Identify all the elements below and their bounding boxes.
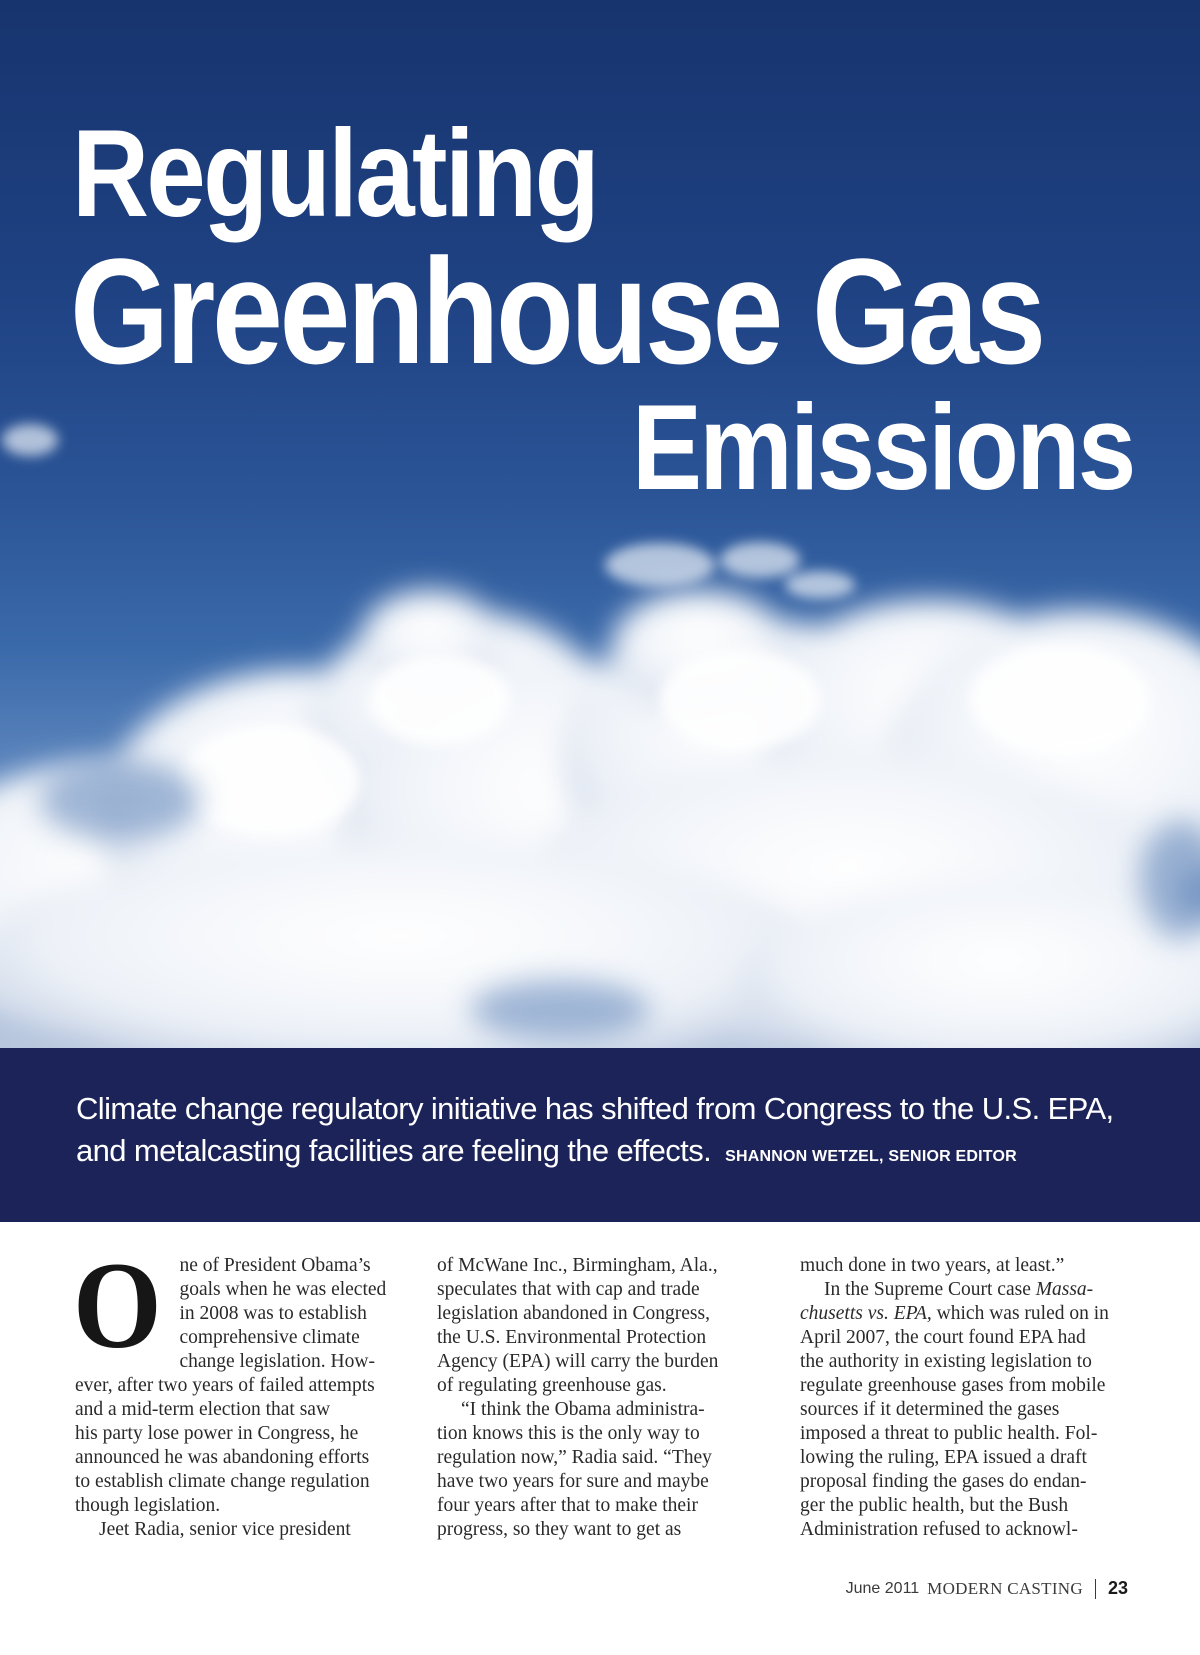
article-column-1 — [73, 1237, 405, 1542]
text-line: speculates that with cap and trade — [437, 1279, 700, 1300]
text-line: Jeet Radia, senior vice president — [99, 1519, 351, 1540]
text-line: regulation now,” Radia said. “They — [437, 1447, 712, 1468]
page-footer — [846, 1578, 1128, 1599]
text-line: comprehensive climate — [179, 1327, 360, 1348]
text-line: have two years for sure and maybe — [437, 1471, 709, 1492]
text-line: regulate greenhouse gases from mobile — [800, 1375, 1106, 1396]
text-line: to establish climate change regulation — [75, 1471, 370, 1492]
text-run: which was ruled on in — [931, 1303, 1109, 1324]
case-name: chusetts vs. EPA, — [800, 1303, 932, 1324]
article-deck — [76, 1088, 1136, 1178]
text-line: ger the public health, but the Bush — [800, 1495, 1069, 1516]
text-line: progress, so they want to get as — [437, 1519, 682, 1540]
text-line: though legislation. — [75, 1495, 221, 1516]
headline-line-1: Regulating — [72, 105, 598, 243]
text-line: four years after that to make their — [437, 1495, 698, 1516]
text-line: of McWane Inc., Birmingham, Ala., — [437, 1255, 718, 1276]
text-line: announced he was abandoning efforts — [75, 1447, 370, 1468]
text-line: of regulating greenhouse gas. — [437, 1375, 667, 1396]
text-line: legislation abandoned in Congress, — [437, 1303, 710, 1324]
article-column-2 — [437, 1254, 762, 1542]
text-line: sources if it determined the gases — [800, 1399, 1060, 1420]
text-line: imposed a threat to public health. Fol- — [800, 1423, 1098, 1444]
case-name: Massa- — [1035, 1279, 1094, 1300]
footer-divider — [1095, 1579, 1096, 1599]
text-line: ever, after two years of failed attempts — [75, 1375, 375, 1396]
text-line: change legislation. How- — [179, 1351, 375, 1372]
article-column-3 — [800, 1254, 1130, 1542]
text-line: the authority in existing legislation to — [800, 1351, 1092, 1372]
text-line: Administration refused to acknowl- — [800, 1519, 1078, 1540]
text-line: the U.S. Environmental Protection — [437, 1327, 707, 1348]
text-line: his party lose power in Congress, he — [75, 1423, 359, 1444]
drop-cap: O — [73, 1237, 162, 1374]
text-line: in 2008 was to establish — [179, 1303, 367, 1324]
text-run: In the Supreme Court case — [824, 1279, 1036, 1300]
issue-date: June 2011 — [845, 1579, 920, 1597]
magazine-name: MODERN CASTING — [927, 1578, 1083, 1598]
text-line: much done in two years, at least.” — [800, 1255, 1065, 1276]
text-line: April 2007, the court found EPA had — [800, 1327, 1086, 1348]
text-line: ne of President Obama’s — [179, 1255, 371, 1276]
text-line: and a mid-term election that saw — [75, 1399, 331, 1420]
text-line: lowing the ruling, EPA issued a draft — [800, 1447, 1087, 1468]
text-line: proposal finding the gases do endan- — [800, 1471, 1087, 1492]
text-line: Agency (EPA) will carry the burden — [437, 1351, 719, 1372]
byline: SHANNON WETZEL, SENIOR EDITOR — [725, 1148, 1017, 1165]
text-line — [800, 1302, 1130, 1326]
deck-text: Climate change regulatory initiative has shifted from Congress to the U.S. EPA, and metalcasting facilities are feeling the effects. — [76, 1091, 1114, 1168]
text-line: goals when he was elected — [179, 1279, 387, 1300]
headline-line-2: Greenhouse Gas — [70, 227, 1043, 395]
text-line — [800, 1278, 1130, 1302]
text-line: tion knows this is the only way to — [437, 1423, 700, 1444]
headline-line-3: Emissions — [632, 379, 1134, 515]
text-line: “I think the Obama administra- — [461, 1399, 705, 1420]
page-number: 23 — [1107, 1578, 1128, 1598]
